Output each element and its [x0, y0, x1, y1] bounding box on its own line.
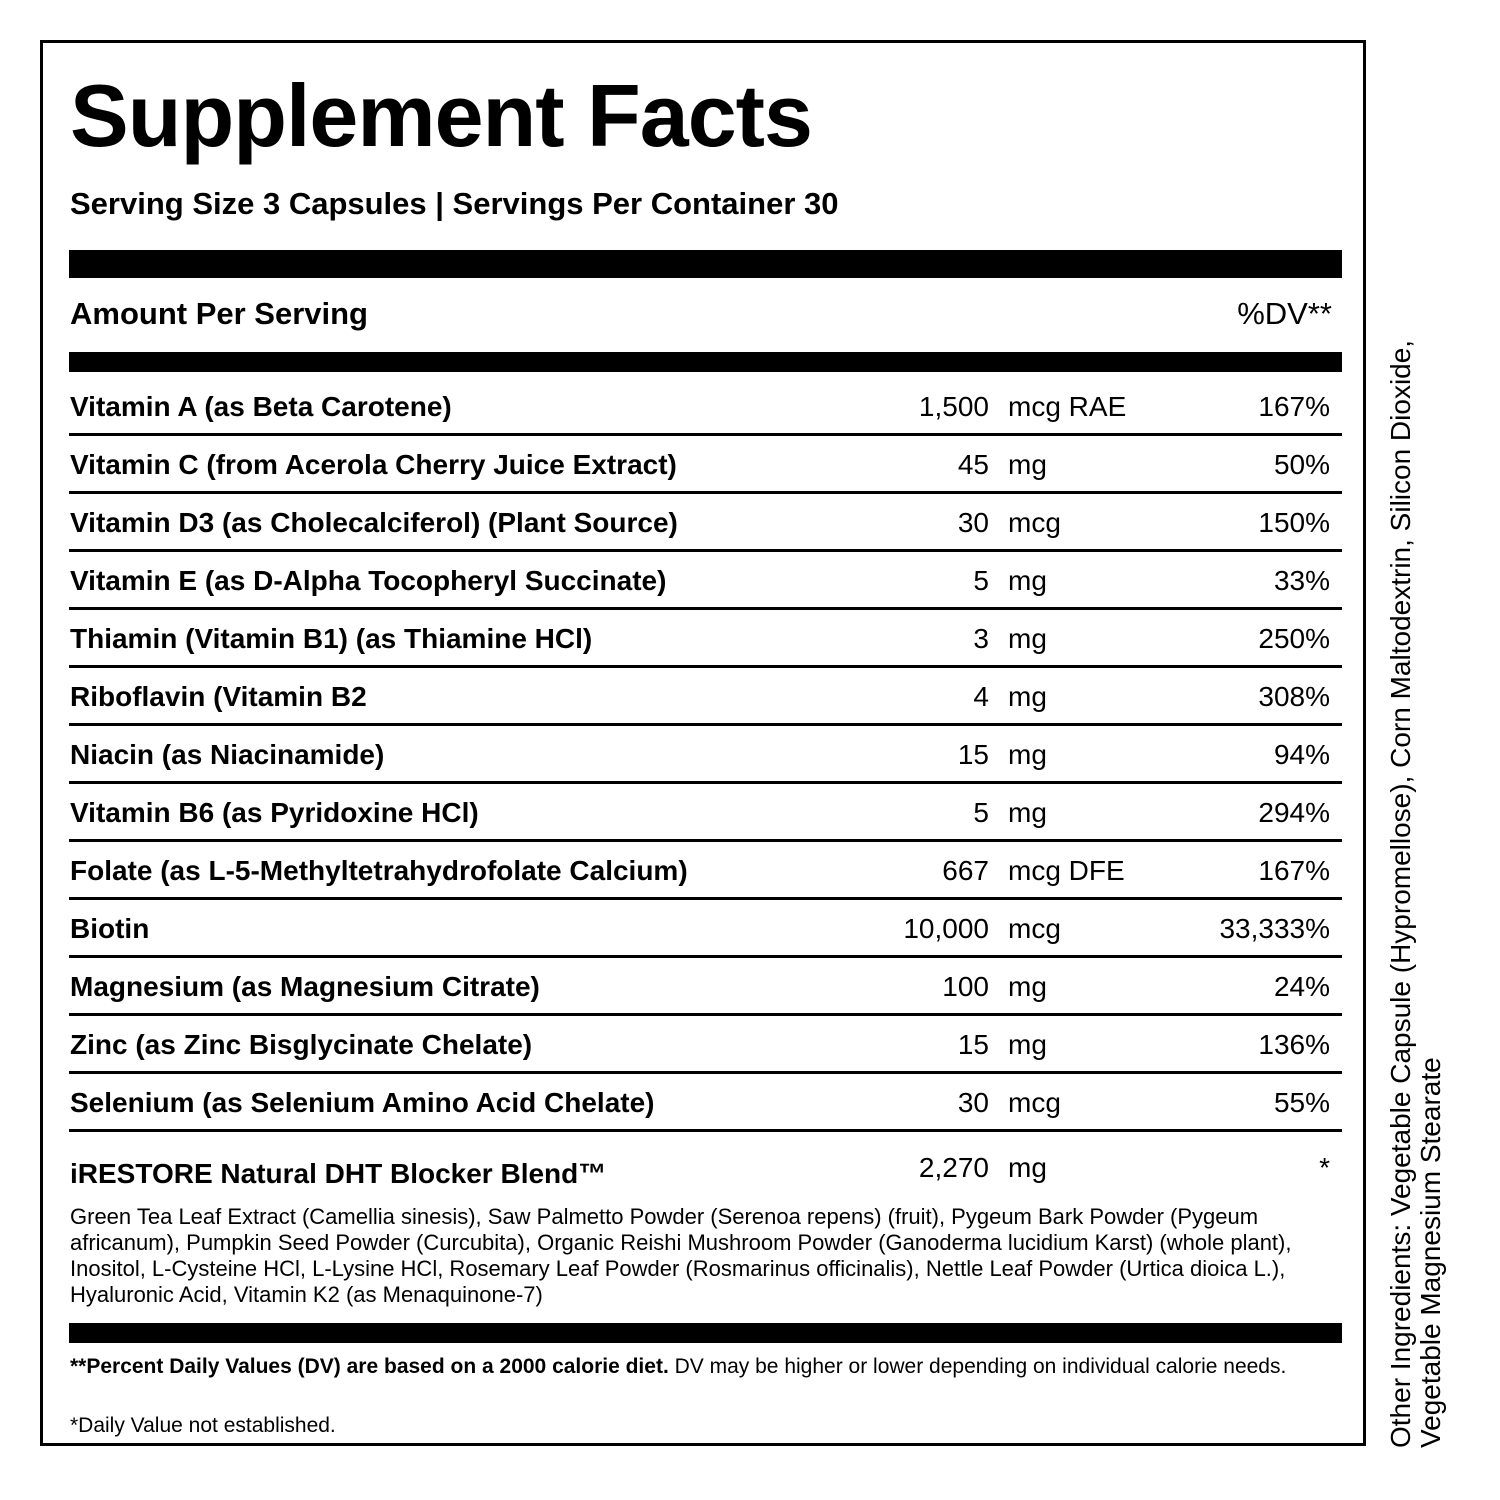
not-established-footnote: *Daily Value not established. [70, 1414, 336, 1437]
page-title: Supplement Facts [70, 66, 812, 165]
dv-footnote-rest: DV may be higher or lower depending on individual calorie needs. [668, 1355, 1287, 1378]
nutrient-unit: mg [1008, 971, 1047, 1002]
nutrient-row [69, 494, 1342, 552]
nutrient-unit: mg [1008, 681, 1047, 712]
nutrient-amount: 30 [957, 1087, 989, 1118]
nutrient-unit: mg [1008, 1029, 1047, 1060]
nutrient-amount: 667 [942, 855, 989, 886]
nutrient-dv: 24% [1273, 971, 1330, 1002]
nutrient-dv: 33,333% [1219, 913, 1330, 944]
nutrient-row [69, 842, 1342, 900]
nutrient-amount: 3 [973, 623, 989, 654]
nutrient-dv: 250% [1258, 623, 1330, 654]
nutrient-unit: mcg DFE [1008, 855, 1125, 886]
nutrient-name: Folate (as L-5-Methyltetrahydrofolate Calcium) [70, 855, 688, 886]
nutrient-dv: 33% [1273, 565, 1330, 596]
nutrient-name: Vitamin C (from Acerola Cherry Juice Extract) [70, 449, 677, 480]
dv-footnote [70, 1354, 1335, 1380]
blend-dv: * [1319, 1152, 1330, 1183]
blend-name: iRESTORE Natural DHT Blocker Blend™ [70, 1158, 607, 1189]
nutrient-name: Vitamin A (as Beta Carotene) [70, 391, 452, 422]
nutrient-name: Thiamin (Vitamin B1) (as Thiamine HCl) [70, 623, 593, 654]
divider-bar-bottom [69, 1323, 1342, 1343]
dv-header: %DV** [1237, 296, 1332, 331]
nutrient-row [69, 958, 1342, 1016]
nutrient-unit: mg [1008, 739, 1047, 770]
nutrient-row [69, 726, 1342, 784]
nutrient-amount: 5 [973, 797, 989, 828]
nutrient-unit: mcg RAE [1008, 391, 1127, 422]
blend-amount: 2,270 [918, 1152, 989, 1183]
blend-ingredients: Green Tea Leaf Extract (Camellia sinesis), Saw Palmetto Powder (Serenoa repens) (fruit), Pygeum Bark Powder (Pygeum africanum), Pumpkin Seed Powder (Curcubita), Organic Reishi Mushroom Powder (Ganoderma lucidium Karst) (whole plant), Inositol, L-Cysteine HCl, L-Lysine HCl, Rosemary Leaf Powder (Rosmarinus officinalis), Nettle Leaf Powder (Urtica dioica L.), Hyaluronic Acid, Vitamin K2 (as Menaquinone-7) [70, 1204, 1292, 1307]
nutrient-dv: 94% [1273, 739, 1330, 770]
nutrient-name: Selenium (as Selenium Amino Acid Chelate) [70, 1087, 655, 1118]
nutrient-amount: 10,000 [903, 913, 989, 944]
nutrient-dv: 167% [1258, 391, 1330, 422]
nutrient-unit: mcg [1008, 913, 1061, 944]
nutrient-name: Vitamin E (as D-Alpha Tocopheryl Succinate) [70, 565, 667, 596]
nutrient-name: Vitamin D3 (as Cholecalciferol) (Plant Source) [70, 507, 678, 538]
nutrient-amount: 100 [942, 971, 989, 1002]
nutrient-row [69, 900, 1342, 958]
nutrient-amount: 15 [957, 739, 989, 770]
nutrient-unit: mcg [1008, 1087, 1061, 1118]
blend-row [69, 1150, 1342, 1190]
nutrient-row [69, 668, 1342, 726]
nutrient-unit: mcg [1008, 507, 1061, 538]
nutrient-amount: 4 [973, 681, 989, 712]
nutrient-dv: 167% [1258, 855, 1330, 886]
nutrient-amount: 30 [957, 507, 989, 538]
divider-bar-top [69, 250, 1342, 278]
nutrient-unit: mg [1008, 449, 1047, 480]
nutrient-row [69, 1016, 1342, 1074]
blend-unit: mg [1008, 1152, 1047, 1183]
nutrient-row [69, 552, 1342, 610]
nutrient-row [69, 784, 1342, 842]
nutrient-row [69, 1074, 1342, 1132]
nutrient-amount: 5 [973, 565, 989, 596]
nutrient-row [69, 436, 1342, 494]
nutrient-unit: mg [1008, 623, 1047, 654]
nutrient-dv: 136% [1258, 1029, 1330, 1060]
nutrient-amount: 45 [957, 449, 989, 480]
nutrient-row [69, 610, 1342, 668]
nutrient-name: Vitamin B6 (as Pyridoxine HCl) [70, 797, 479, 828]
nutrient-name: Magnesium (as Magnesium Citrate) [70, 971, 540, 1002]
nutrient-unit: mg [1008, 797, 1047, 828]
dv-footnote-bold: **Percent Daily Values (DV) are based on a 2000 calorie diet. [70, 1355, 669, 1378]
serving-info: Serving Size 3 Capsules | Servings Per Container 30 [70, 186, 839, 221]
other-ingredients: Other Ingredients: Vegetable Capsule (Hypromellose), Corn Maltodextrin, Silicon Dioxide, Vegetable Magnesium Stearate [1385, 339, 1446, 1448]
nutrient-amount: 15 [957, 1029, 989, 1060]
nutrient-dv: 150% [1258, 507, 1330, 538]
nutrient-name: Zinc (as Zinc Bisglycinate Chelate) [70, 1029, 533, 1060]
amount-per-serving-label: Amount Per Serving [70, 296, 368, 331]
amount-per-serving-header [70, 296, 1332, 332]
nutrient-row [69, 378, 1342, 436]
nutrient-name: Niacin (as Niacinamide) [70, 739, 385, 770]
nutrient-table [69, 378, 1342, 1132]
nutrient-dv: 308% [1258, 681, 1330, 712]
nutrient-amount: 1,500 [918, 391, 989, 422]
nutrient-name: Biotin [70, 913, 150, 944]
nutrient-unit: mg [1008, 565, 1047, 596]
nutrient-dv: 55% [1273, 1087, 1330, 1118]
nutrient-dv: 294% [1258, 797, 1330, 828]
nutrient-name: Riboflavin (Vitamin B2 [70, 681, 367, 712]
nutrient-dv: 50% [1273, 449, 1330, 480]
divider-bar-header [69, 352, 1342, 372]
